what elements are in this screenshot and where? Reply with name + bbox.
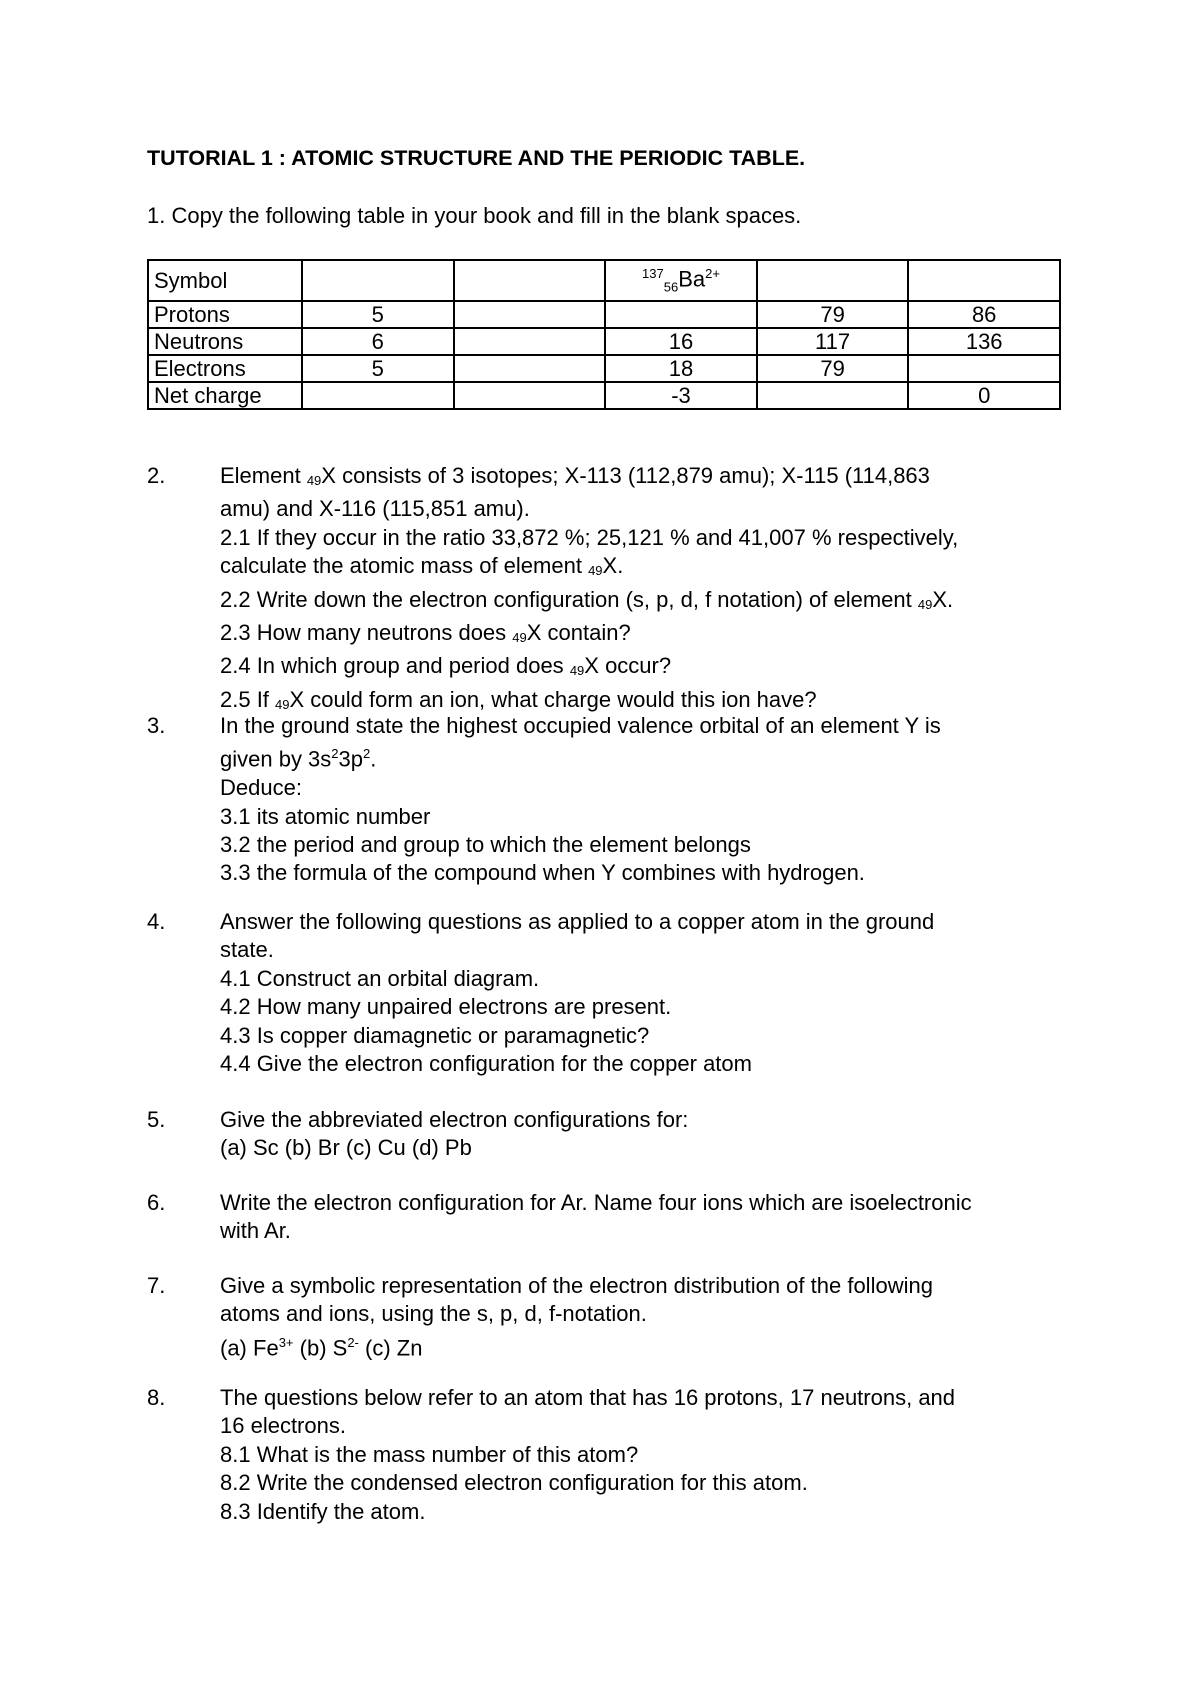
question-line: Give the abbreviated electron configurations for: bbox=[220, 1107, 689, 1132]
question-line: 4.4 Give the electron configuration for the copper atom bbox=[220, 1051, 752, 1077]
question-number: 4. bbox=[147, 909, 166, 934]
question-line: Answer the following questions as applied to a copper atom in the ground bbox=[220, 909, 935, 934]
row-label: Net charge bbox=[148, 382, 302, 409]
question-line: 8.3 Identify the atom. bbox=[220, 1498, 426, 1524]
table-cell: 136 bbox=[908, 328, 1060, 355]
question-line: 4.2 How many unpaired electrons are present. bbox=[220, 994, 672, 1020]
question-1-intro: 1. Copy the following table in your book and fill in the blank spaces. bbox=[147, 203, 802, 228]
table-cell bbox=[908, 260, 1060, 301]
table-cell bbox=[908, 355, 1060, 382]
question-line: amu) and X-116 (115,851 amu). bbox=[220, 496, 530, 522]
question-line: 3.1 its atomic number bbox=[220, 803, 431, 829]
table-cell: -3 bbox=[605, 382, 757, 409]
table-cell bbox=[605, 301, 757, 328]
row-label: Neutrons bbox=[148, 328, 302, 355]
question-number: 3. bbox=[147, 713, 166, 738]
question-line: 8.2 Write the condensed electron configuration for this atom. bbox=[220, 1470, 808, 1496]
question-line: 4.1 Construct an orbital diagram. bbox=[220, 965, 540, 991]
question-line: 4.3 Is copper diamagnetic or paramagnetic? bbox=[220, 1022, 650, 1048]
table-cell: 6 bbox=[302, 328, 454, 355]
question-line: 3.2 the period and group to which the element belongs bbox=[220, 831, 751, 857]
page-title: TUTORIAL 1 : ATOMIC STRUCTURE AND THE PERIODIC TABLE. bbox=[147, 146, 806, 170]
question-line: calculate the atomic mass of element 49X. bbox=[220, 553, 624, 579]
row-label: Electrons bbox=[148, 355, 302, 382]
table-cell bbox=[454, 260, 606, 301]
table-cell bbox=[302, 382, 454, 409]
question-number: 8. bbox=[147, 1385, 166, 1410]
table-cell bbox=[454, 301, 606, 328]
table-cell bbox=[757, 260, 909, 301]
question-line: state. bbox=[220, 937, 274, 963]
question-line: In the ground state the highest occupied valence orbital of an element Y is bbox=[220, 713, 941, 738]
question-number: 6. bbox=[147, 1190, 166, 1215]
table-cell bbox=[454, 382, 606, 409]
question-line: Write the electron configuration for Ar. Name four ions which are isoelectronic bbox=[220, 1190, 972, 1215]
table-cell: 86 bbox=[908, 301, 1060, 328]
table-cell bbox=[757, 382, 909, 409]
table-cell: 18 bbox=[605, 355, 757, 382]
question-line: 2.5 If 49X could form an ion, what charge would this ion have? bbox=[220, 686, 817, 712]
question-line: (a) $Fe^{3+}$ (b) $S^{2-}$ (c) Zn bbox=[220, 1334, 423, 1361]
question-number: 7. bbox=[147, 1273, 166, 1298]
table-cell: 5 bbox=[302, 301, 454, 328]
table-cell: 5 bbox=[302, 355, 454, 382]
question-line: atoms and ions, using the s, p, d, f-notation. bbox=[220, 1301, 647, 1327]
table-cell: 79 bbox=[757, 301, 909, 328]
question-line: (a) Sc (b) Br (c) Cu (d) Pb bbox=[220, 1135, 472, 1161]
question-number: 2. bbox=[147, 463, 166, 488]
question-line: Give a symbolic representation of the electron distribution of the following bbox=[220, 1273, 933, 1298]
table-cell: 117 bbox=[757, 328, 909, 355]
row-label: Symbol bbox=[148, 260, 302, 301]
table-cell: 79 bbox=[757, 355, 909, 382]
question-line: given by $3s^23p^2$. bbox=[220, 746, 377, 772]
row-label: Protons bbox=[148, 301, 302, 328]
barium-ion-symbol: $^{137}_{56}Ba^{2+}$ bbox=[605, 260, 757, 301]
table-row bbox=[148, 260, 1060, 301]
question-line: 2.4 In which group and period does 49X occur? bbox=[220, 653, 672, 679]
table-cell: 0 bbox=[908, 382, 1060, 409]
table-cell: 16 bbox=[605, 328, 757, 355]
question-line: The questions below refer to an atom that has 16 protons, 17 neutrons, and bbox=[220, 1385, 956, 1410]
question-line: Deduce: bbox=[220, 775, 302, 801]
question-line: 16 electrons. bbox=[220, 1413, 346, 1439]
question-line: 2.3 How many neutrons does 49X contain? bbox=[220, 620, 631, 646]
table-row bbox=[148, 355, 1060, 382]
question-line: Element 49X consists of 3 isotopes; X-113 (112,879 amu); X-115 (114,863 bbox=[220, 463, 930, 488]
table-row bbox=[148, 382, 1060, 409]
table-cell bbox=[454, 328, 606, 355]
question-line: 2.1 If they occur in the ratio 33,872 %; 25,121 % and 41,007 % respectively, bbox=[220, 524, 959, 550]
table-row bbox=[148, 301, 1060, 328]
atomic-data-table bbox=[147, 259, 1061, 410]
question-line: 2.2 Write down the electron configuration (s, p, d, f notation) of element 49X. bbox=[220, 586, 954, 612]
question-line: with Ar. bbox=[220, 1218, 291, 1244]
question-line: 8.1 What is the mass number of this atom? bbox=[220, 1441, 639, 1467]
question-line: 3.3 the formula of the compound when Y combines with hydrogen. bbox=[220, 860, 865, 886]
table-cell bbox=[302, 260, 454, 301]
table-cell bbox=[454, 355, 606, 382]
table-row bbox=[148, 328, 1060, 355]
question-number: 5. bbox=[147, 1107, 166, 1132]
